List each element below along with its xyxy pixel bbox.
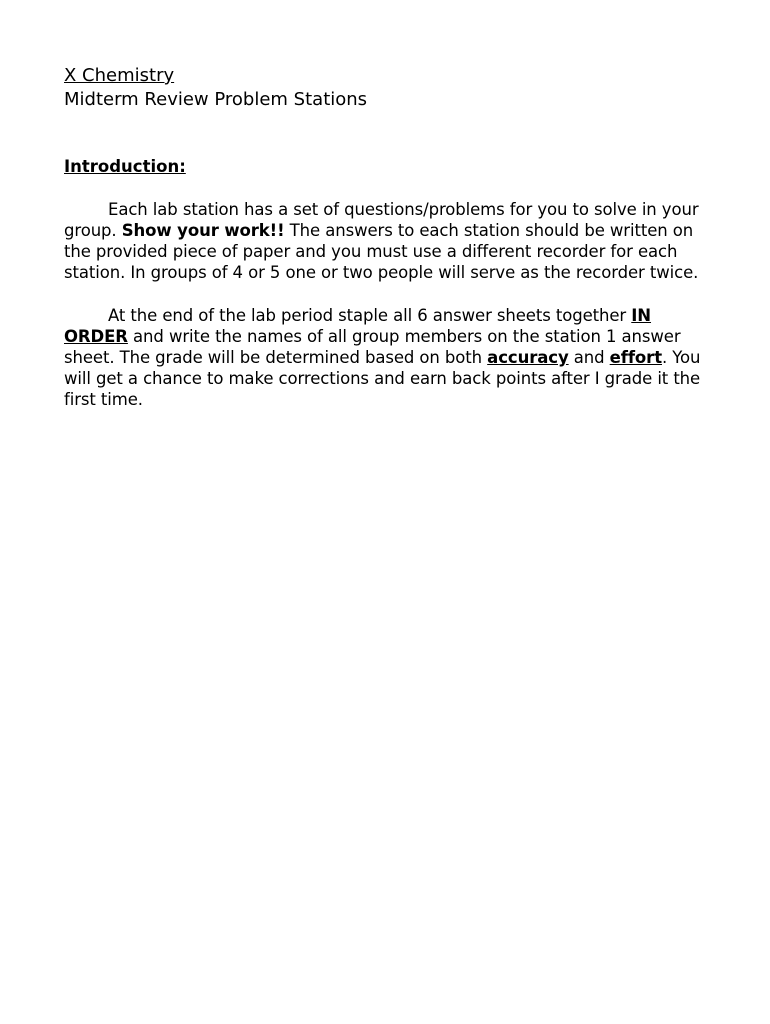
accuracy-emphasis: accuracy <box>487 348 569 367</box>
intro-paragraph-1 <box>64 199 714 283</box>
introduction-heading: Introduction: <box>64 157 186 176</box>
p2-text-3: and <box>568 348 610 367</box>
intro-paragraph-2 <box>64 305 714 410</box>
course-title: X Chemistry <box>64 65 175 86</box>
document-page <box>64 64 714 410</box>
show-your-work-emphasis: Show your work!! <box>121 221 285 240</box>
p1-text-1: Each lab station has a set of questions/problems for you to solve in your group. <box>64 200 699 240</box>
p2-text-2: and write the names of all group members on the station 1 answer sheet. The grade will be determined based on both <box>64 327 681 367</box>
p2-text-4: . You will get a chance to make corrections and earn back points after I grade it the first time. <box>64 348 701 409</box>
p2-text-1: At the end of the lab period staple all 6 answer sheets together <box>108 306 632 325</box>
in-order-emphasis: IN ORDER <box>64 306 652 346</box>
document-title: Midterm Review Problem Stations <box>64 89 368 110</box>
p1-text-2: The answers to each station should be written on the provided piece of paper and you must use a different recorder for each station. In groups of 4 or 5 one or two people will serve as the recorder twice. <box>64 221 699 282</box>
effort-emphasis: effort <box>609 348 662 367</box>
